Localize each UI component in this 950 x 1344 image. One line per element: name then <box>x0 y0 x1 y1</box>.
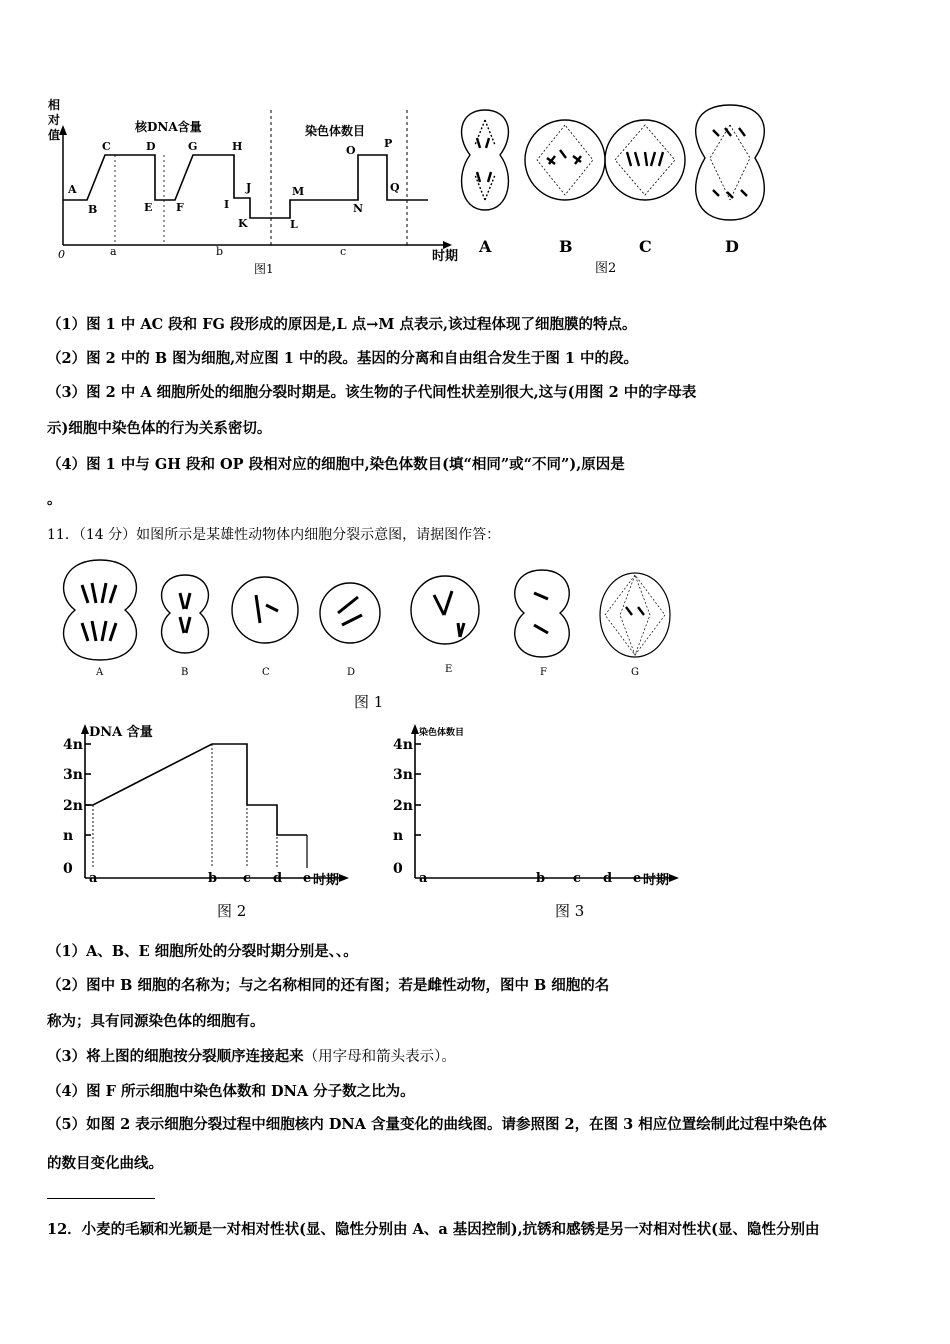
q11-line5 <box>47 1080 415 1101</box>
fig1-section-dna: 核DNA含量 <box>135 120 202 134</box>
q10-s1d: 特点。 <box>593 316 637 333</box>
fig1-pt-O: O <box>346 144 356 157</box>
fig1-pt-C: C <box>102 140 111 153</box>
q11-line2 <box>47 974 609 995</box>
fig2-ytick-label: 3n <box>63 767 83 783</box>
fig3-xtick-label: c <box>573 871 581 886</box>
fig3-ylabel: 染色体数目 <box>419 728 465 738</box>
q11-s4b: 。 <box>400 1083 415 1100</box>
fig2-cell-B <box>525 120 605 200</box>
fig1-phase-a: a <box>110 245 117 258</box>
q10-line1 <box>47 313 637 334</box>
q11-cell-F <box>515 570 569 657</box>
fig2-xtick-label: d <box>273 871 283 886</box>
q11-label-G: G <box>631 667 639 678</box>
fig1-pt-F: F <box>176 201 184 214</box>
fig2-ytick-label: n <box>63 828 74 844</box>
fig2-caption: 图2 <box>595 261 617 276</box>
q11-s2e: ；具有同源染色体的细胞有 <box>76 1013 250 1030</box>
q11-cell-D <box>320 583 380 643</box>
q11-s3b: （用字母和箭头表示）。 <box>303 1049 456 1065</box>
fig1-pt-K: K <box>238 217 248 230</box>
q11-label-C: C <box>262 667 270 678</box>
fig2-ytick-label: 4n <box>63 737 83 753</box>
q11-title: 11．（14 分）如图所示是某雄性动物体内细胞分裂示意图，请据图作答： <box>47 527 501 543</box>
fig3-xtick-label: e <box>633 871 642 886</box>
q10-s3b: 。该生物的子代间性状差别很大,这与 <box>330 384 568 401</box>
fig2-xlabel: 时期 <box>313 873 340 888</box>
q11-line3 <box>47 1010 265 1031</box>
q10-s2b: 细胞,对应图 1 中的 <box>201 350 328 367</box>
fig1-caption: 图1 <box>254 262 274 276</box>
fig2-axes <box>85 728 345 878</box>
fig2-label-D: D <box>725 237 739 256</box>
fig2-label-B: B <box>559 237 573 256</box>
q10-s1b: ,L 点→M 点表示 <box>331 316 443 333</box>
fig2-xtick-label: e <box>303 871 312 886</box>
fig2-ylabel: DNA 含量 <box>89 725 153 740</box>
fig1-section-chrom: 染色体数目 <box>305 124 366 138</box>
q10-s4a: （4）图 1 中与 GH 段和 OP 段相对应的细胞中,染色体数目 <box>47 456 443 473</box>
q11-s2b: ；与之名称相同的还有图 <box>224 977 384 994</box>
fig1-pt-A: A <box>68 183 77 196</box>
answer-blank-line[interactable] <box>47 1198 155 1199</box>
fig2-xtick-label: c <box>243 871 251 886</box>
fig1-phase-c: c <box>340 245 347 258</box>
fig3-ytick-label: 3n <box>393 767 413 783</box>
fig1-pt-I: I <box>224 198 230 211</box>
fig3-ytick-label: 0 <box>393 861 403 877</box>
fig3-xtick-label: d <box>603 871 613 886</box>
q11-label-B: B <box>181 667 189 678</box>
q11-cell-G <box>600 573 670 657</box>
q11-s2f: 。 <box>250 1013 265 1030</box>
q10-line6 <box>47 488 62 509</box>
fig3-ytick-label: n <box>393 828 404 844</box>
q10-s1a: （1）图 1 中 AC 段和 FG 段形成的原因是 <box>47 316 332 333</box>
q11-s4a: （4）图 F 所示细胞中染色体数和 DNA 分子数之比为 <box>47 1083 401 1100</box>
q11-label-E: E <box>445 664 453 675</box>
fig1-y-arrow <box>59 125 67 135</box>
fig1-pt-N: N <box>353 202 364 215</box>
q11-label-D: D <box>347 667 356 678</box>
fig1-xlabel: 时期 <box>432 249 459 264</box>
fig1-phase-b: b <box>216 245 224 258</box>
fig2-ytick-label: 2n <box>63 798 83 814</box>
q10-s4c: 。 <box>47 491 62 508</box>
q11-figure1 <box>60 555 700 715</box>
fig1-x-arrow <box>443 241 452 249</box>
fig3-xtick-label: a <box>419 871 428 886</box>
q11-cell-E <box>411 576 479 644</box>
q11-s1d: 。 <box>343 943 358 960</box>
q10-s3a: （3）图 2 中 A 细胞所处的细胞分裂时期是 <box>47 384 331 401</box>
q11-s1a: （1）A、B、E 细胞所处的分裂时期分别是 <box>47 943 329 960</box>
q10-figure1 <box>40 95 460 285</box>
q11-figure3 <box>385 718 705 918</box>
q10-s3d: 示)细胞中染色体的行为关系密切。 <box>47 420 272 437</box>
fig3-ytick-label: 4n <box>393 737 413 753</box>
fig3-axes <box>415 728 675 878</box>
q10-s2d: 段。 <box>609 350 639 367</box>
q11-cell-B <box>162 575 209 653</box>
q10-s2c: 段。基因的分离和自由组合发生于图 1 中的 <box>327 350 610 367</box>
fig2-xtick-label: b <box>208 871 218 886</box>
q11-s2a: （2）图中 B 细胞的名称为 <box>47 977 225 994</box>
q11-s1b: 、 <box>328 943 336 960</box>
q10-line5 <box>47 453 625 474</box>
q12-text: 12．小麦的毛颖和光颖是一对相对性状(显、隐性分别由 A、a 基因控制),抗锈和感锈是另一对相对性状(显、隐性分别由 <box>47 1221 820 1238</box>
q10-line2 <box>47 347 638 368</box>
q11-s2c: ；若是雌性动物，图中 B 细胞的名 <box>383 977 610 994</box>
fig2-cell-A <box>462 110 509 210</box>
fig1-pt-Q: Q <box>390 181 400 194</box>
fig2-x-arrow <box>339 874 349 882</box>
q10-line3 <box>47 381 696 402</box>
fig2-label-A: A <box>479 237 492 256</box>
fig1-origin: 0 <box>58 248 65 261</box>
fig1-pt-G: G <box>188 140 198 153</box>
fig3-xtick-label: b <box>536 871 546 886</box>
fig3-x-arrow <box>669 874 679 882</box>
fig3-y-arrow <box>411 724 419 734</box>
q11-label-F: F <box>540 667 547 678</box>
fig1-pt-E: E <box>144 201 153 214</box>
fig1-pt-D: D <box>146 140 156 153</box>
fig2-dna-curve <box>85 744 307 835</box>
fig1-ylabel-2: 对 <box>48 113 61 127</box>
fig2-xtick-label: a <box>89 871 98 886</box>
q11-s3a: （3）将上图的细胞按分裂顺序连接起来 <box>47 1048 304 1065</box>
fig1-ylabel-3: 值 <box>48 128 61 142</box>
q11-s2d: 称为 <box>47 1013 76 1030</box>
q10-figure2 <box>455 100 795 285</box>
fig1-pt-L: L <box>290 218 298 231</box>
q10-s1c: ,该过程体现了细胞膜的 <box>442 316 594 333</box>
q11-s5a: （5）如图 2 表示细胞分裂过程中细胞核内 DNA 含量变化的曲线图。请参照图 2，在图 3 相应位置绘制此过程中染色体 <box>47 1116 827 1133</box>
fig2-label-C: C <box>639 237 652 256</box>
q11-cell-C <box>232 577 298 643</box>
q11-line6 <box>47 1113 827 1134</box>
q11-label-A: A <box>96 667 104 678</box>
fig2-cell-D <box>696 105 765 220</box>
fig2-y-arrow <box>81 724 89 734</box>
fig1-pt-H: H <box>232 140 243 153</box>
q10-s2a: （2）图 2 中的 B 图为 <box>47 350 202 367</box>
q11-line7 <box>47 1152 163 1173</box>
q10-s4b: (填“相同”或“不同”),原因是 <box>442 456 625 473</box>
fig1-pt-M: M <box>292 185 305 198</box>
fig3-caption: 图 3 <box>555 902 585 918</box>
q11-s5b: 的数目变化曲线。 <box>47 1155 163 1172</box>
q11-line4 <box>47 1045 456 1066</box>
fig2-ytick-label: 0 <box>63 861 73 877</box>
fig1-pt-B: B <box>88 203 98 216</box>
fig2-caption: 图 2 <box>217 902 247 918</box>
fig3-ytick-label: 2n <box>393 798 413 814</box>
fig1-ylabel-1: 相 <box>48 98 61 112</box>
q11-fig1-caption: 图 1 <box>354 693 384 711</box>
q11-figure2 <box>55 718 375 918</box>
fig1-pt-J: J <box>246 181 252 194</box>
q10-line4 <box>47 417 271 438</box>
q10-s3c: (用图 2 中的字母表 <box>567 384 697 401</box>
fig3-xlabel: 时期 <box>643 873 670 888</box>
q11-line1 <box>47 940 358 961</box>
q11-s1c: 、 <box>335 943 344 960</box>
q11-cell-A <box>64 560 137 660</box>
fig2-cell-C <box>605 120 685 200</box>
fig1-pt-P: P <box>384 137 393 150</box>
